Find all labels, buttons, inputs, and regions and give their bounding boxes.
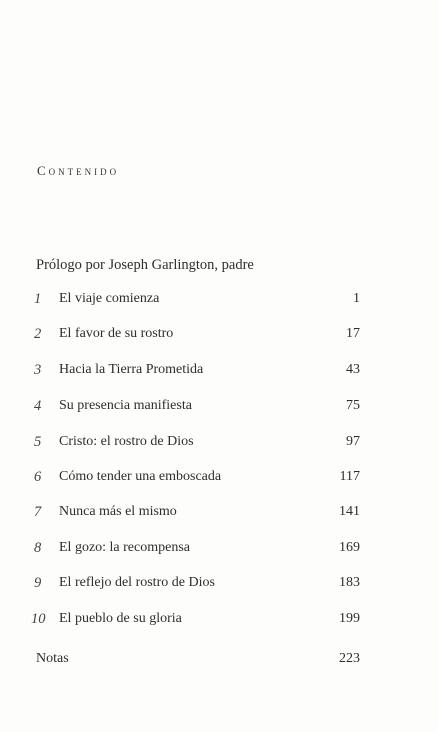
toc-row [0,398,438,420]
notes-row [0,651,438,673]
prologue-entry: Prólogo por Joseph Garlington, padre [36,257,254,273]
chapter-number: 3 [34,362,42,378]
chapter-title: Cómo tender una emboscada [59,469,222,484]
toc-row [0,291,438,313]
chapter-number: 1 [34,291,42,307]
chapter-page: 97 [346,434,360,449]
chapter-page: 183 [339,575,360,590]
chapter-title: El gozo: la recompensa [59,540,191,555]
toc-row [0,326,438,348]
chapter-page: 75 [346,398,360,413]
toc-row [0,504,438,526]
chapter-page: 141 [339,504,360,519]
chapter-number: 7 [34,504,42,520]
chapter-page: 117 [339,469,360,484]
toc-row [0,434,438,456]
chapter-number: 5 [34,434,42,450]
chapter-title: Cristo: el rostro de Dios [59,434,194,449]
chapter-page: 1 [353,291,360,306]
toc-row [0,362,438,384]
notes-title: Notas [36,651,69,666]
toc-row [0,575,438,597]
toc-row [0,611,438,633]
chapter-title: Nunca más el mismo [59,504,177,519]
chapter-page: 43 [346,362,360,377]
chapter-title: Hacia la Tierra Prometida [59,362,204,377]
chapter-number: 2 [34,326,42,342]
chapter-title: El viaje comienza [59,291,160,306]
chapter-title: El reflejo del rostro de Dios [59,575,215,590]
chapter-number: 9 [34,575,42,591]
chapter-number: 10 [31,611,46,627]
chapter-title: Su presencia manifiesta [59,398,192,413]
chapter-page: 17 [346,326,360,341]
toc-row [0,469,438,491]
chapter-title: El favor de su rostro [59,326,174,341]
notes-page: 223 [339,651,360,666]
chapter-title: El pueblo de su gloria [59,611,182,626]
chapter-number: 4 [34,398,42,414]
chapter-number: 8 [34,540,42,556]
toc-row [0,540,438,562]
chapter-number: 6 [34,469,42,485]
toc-heading: Contenido [37,163,120,178]
chapter-page: 199 [339,611,360,626]
chapter-page: 169 [339,540,360,555]
